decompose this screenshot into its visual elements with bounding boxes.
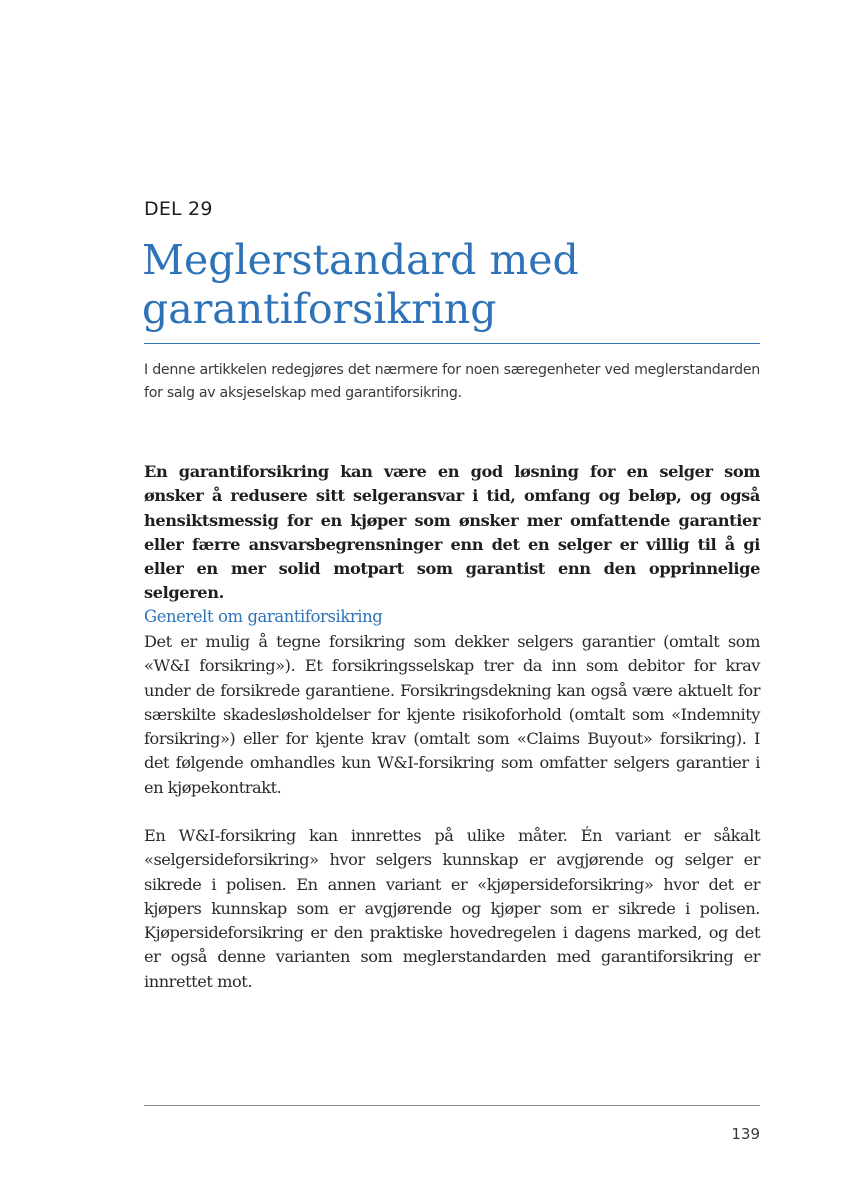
article-title: Meglerstandard med garantiforsikring — [142, 236, 579, 333]
title-divider — [144, 343, 760, 344]
footer-divider — [144, 1105, 760, 1106]
section-heading: Generelt om garantiforsikring — [144, 607, 383, 626]
intro-paragraph: En garantiforsikring kan være en god løsning for en selger som ønsker å redusere sitt selgeransvar i tid, omfang og beløp, og også hensiktsmessig for en kjøper som ønsker mer omfattende garantier eller færre ansvarsbegrensninger enn det en selger er villig til å gi eller en mer solid motpart som garantist enn den opprinnelige selgeren. — [144, 462, 760, 603]
page-number: 139 — [731, 1125, 760, 1143]
lead-paragraph: I denne artikkelen redegjøres det nærmere for noen særegenheter ved meglerstandarden for salg av aksjeselskap med garantiforsikring. — [144, 362, 760, 401]
body-paragraph-1: Det er mulig å tegne forsikring som dekker selgers garantier (omtalt som «W&I forsikring»). Et forsikringsselskap trer da inn som debitor for krav under de forsikrede garantiene. Forsikringsdekning kan også være aktuelt for særskilte skadesløsholdelser for kjente risikoforhold (omtalt som «Indemnity forsikring») eller for kjente krav (omtalt som «Claims Buyout» forsikring). I det følgende omhandles kun W&I-forsikring som omfatter selgers garantier i en kjøpekontrakt. — [144, 632, 760, 797]
document-page — [144, 0, 760, 1200]
body-paragraph-2: En W&I-forsikring kan innrettes på ulike måter. Én variant er såkalt «selgersideforsikring» hvor selgers kunnskap er avgjørende og selger er sikrede i polisen. En annen variant er «kjøpersideforsikring» hvor det er kjøpers kunnskap som er avgjørende og kjøper som er sikrede i polisen. Kjøpersideforsikring er den praktiske hovedregelen i dagens marked, og det er også denne varianten som meglerstandarden med garantiforsikring er innrettet mot. — [144, 826, 760, 991]
part-label: DEL 29 — [144, 198, 213, 220]
